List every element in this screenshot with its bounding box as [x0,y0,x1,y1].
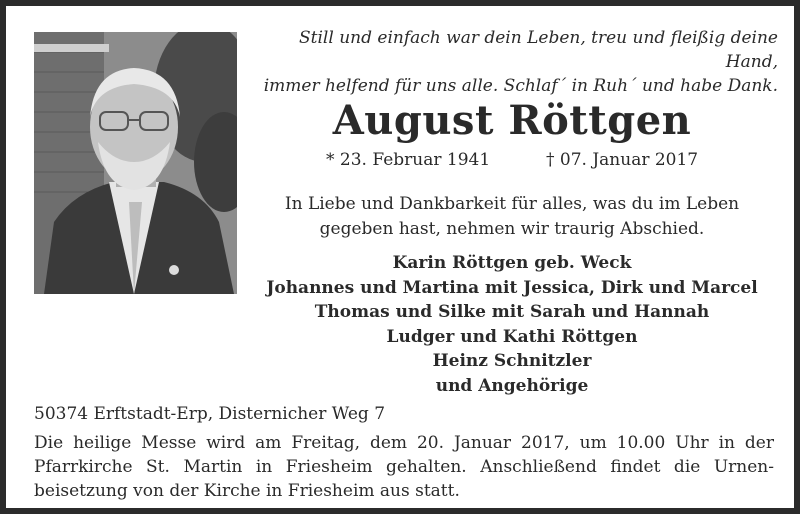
farewell-message [246,192,778,242]
death-date: † 07. Januar 2017 [546,150,699,170]
service-line: beisetzung von der Kirche in Friesheim aus statt. [34,481,460,501]
poem-line: Still und einfach war dein Leben, treu und fleißig deine Hand, [299,28,778,72]
poem-line: immer helfend für uns alle. Schlaf´ in Ruh´ und habe Dank. [263,76,778,96]
mourner-entry: Karin Röttgen geb. Weck [392,253,632,273]
birth-date: * 23. Februar 1941 [326,150,491,170]
mourner-entry: Heinz Schnitzler [432,351,592,371]
service-line: Die heilige Messe wird am Freitag, dem 20. Januar 2017, um 10.00 Uhr in der [34,433,774,453]
message-line: gegeben hast, nehmen wir traurig Abschied. [319,219,705,239]
mourner-entry: Ludger und Kathi Röttgen [386,326,638,347]
deceased-name: August Röttgen [332,97,692,144]
service-info [34,431,774,503]
mourner-entry: und Angehörige [435,375,589,396]
portrait-photo [34,32,237,294]
service-line: Pfarrkirche St. Martin in Friesheim gehalten. Anschließend findet die Urnen- [34,457,774,477]
mourners-list [246,251,778,398]
family-address: 50374 Erftstadt-Erp, Disternicher Weg 7 [34,404,386,424]
portrait-image [34,32,237,294]
poem-verse [246,26,778,98]
mourner-entry: Thomas und Silke mit Sarah und Hannah [314,302,710,322]
mourner-entry: Johannes und Martina mit Jessica, Dirk und Marcel [266,277,758,298]
message-line: In Liebe und Dankbarkeit für alles, was du im Leben [284,194,740,214]
